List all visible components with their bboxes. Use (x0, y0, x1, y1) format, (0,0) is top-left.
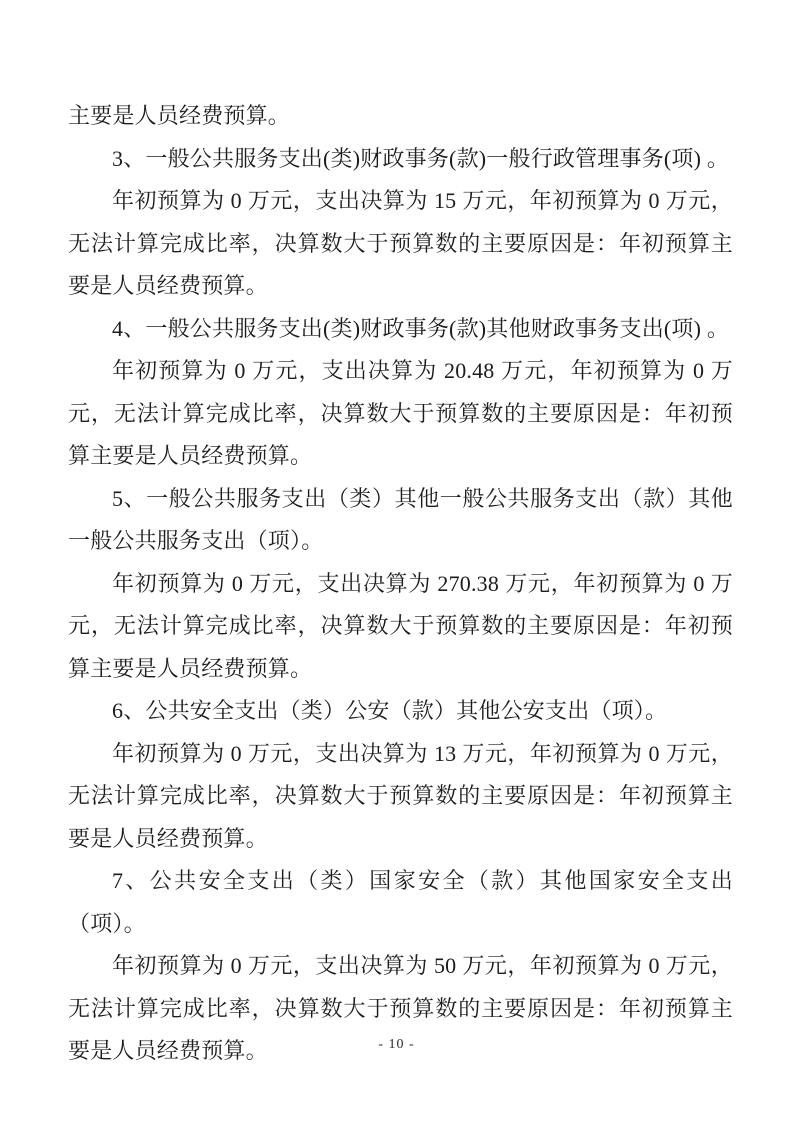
item-3-heading: 3、一般公共服务支出(类)财政事务(款)一般行政管理事务(项) 。 (112, 145, 730, 171)
item-4-detail: 年初预算为 0 万元，支出决算为 20.48 万元，年初预算为 0 万元，无法计算完成比率，决算数大于预算数的主要原因是：年初预算主要是人员经费预算。 (68, 358, 733, 468)
item-7-detail: 年初预算为 0 万元，支出决算为 50 万元，年初预算为 0 万元，无法计算完成比率，决算数大于预算数的主要原因是：年初预算主要是人员经费预算。 (68, 953, 733, 1063)
item-3-detail: 年初预算为 0 万元，支出决算为 15 万元，年初预算为 0 万元，无法计算完成比率，决算数大于预算数的主要原因是：年初预算主要是人员经费预算。 (68, 188, 733, 298)
document-body (68, 0, 733, 1073)
item-4-heading: 4、一般公共服务支出(类)财政事务(款)其他财政事务支出(项) 。 (112, 315, 730, 341)
paragraph-continuation: 主要是人员经费预算。 (68, 103, 291, 128)
page-footer (0, 1036, 793, 1054)
item-5-heading: 5、一般公共服务支出（类）其他一般公共服务支出（款）其他一般公共服务支出（项）。 (68, 485, 733, 553)
item-5-detail: 年初预算为 0 万元，支出决算为 270.38 万元，年初预算为 0 万元，无法计算完成比率，决算数大于预算数的主要原因是：年初预算主要是人员经费预算。 (68, 570, 733, 681)
item-6-heading: 6、公共安全支出（类）公安（款）其他公安支出（项）。 (112, 698, 668, 723)
item-6-detail: 年初预算为 0 万元，支出决算为 13 万元，年初预算为 0 万元，无法计算完成比率，决算数大于预算数的主要原因是：年初预算主要是人员经费预算。 (68, 740, 733, 851)
item-7-heading: 7、公共安全支出（类）国家安全（款）其他国家安全支出（项）。 (68, 868, 733, 936)
page-number: - 10 - (378, 1037, 415, 1052)
